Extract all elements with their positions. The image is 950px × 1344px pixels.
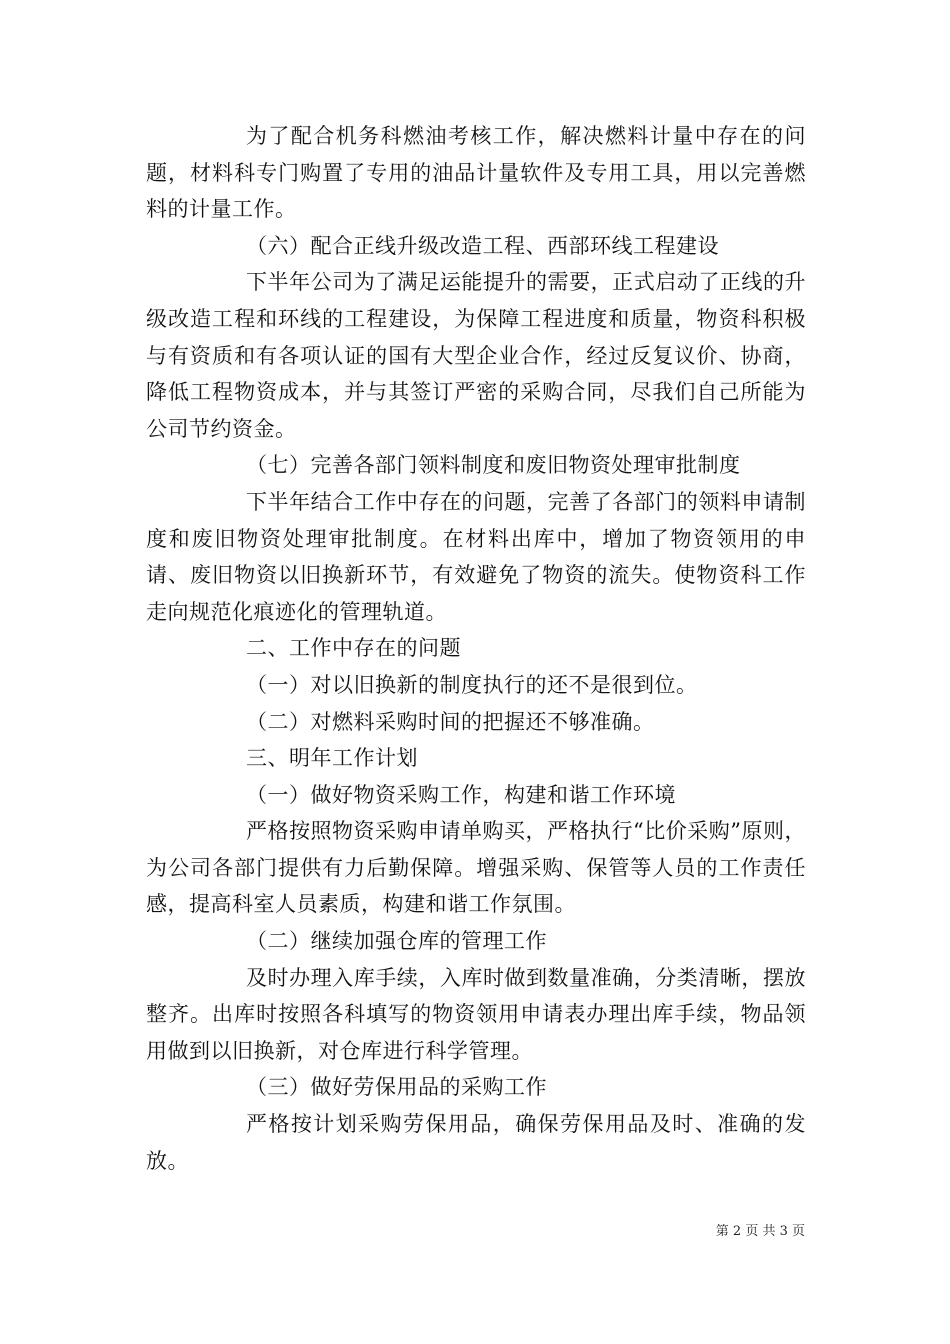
list-item: （二）对燃料采购时间的把握还不够准确。 xyxy=(246,709,655,734)
section-heading: （七）完善各部门领料制度和废旧物资处理审批制度 xyxy=(246,453,741,478)
section-heading: （二）继续加强仓库的管理工作 xyxy=(246,929,547,954)
list-item: （一）对以旧换新的制度执行的还不是很到位。 xyxy=(246,672,698,697)
page-number-footer: 第 2 页 共 3 页 xyxy=(715,1224,805,1239)
paragraph: 严格按照物资采购申请单购买，严格执行“比价采购”原则，为公司各部门提供有力后勤保障。增强采购、保管等人员的工作责任感，提高科室人员素质，构建和谐工作氛围。 xyxy=(146,819,806,917)
paragraph: 为了配合机务科燃油考核工作，解决燃料计量中存在的问题，材料科专门购置了专用的油品计量软件及专用工具，用以完善燃料的计量工作。 xyxy=(146,124,806,222)
section-heading: （一）做好物资采购工作，构建和谐工作环境 xyxy=(246,782,676,807)
section-heading: 二、工作中存在的问题 xyxy=(246,636,461,661)
document-body xyxy=(146,118,806,1179)
paragraph: 及时办理入库手续，入库时做到数量准确，分类清晰，摆放整齐。出库时按照各科填写的物资领用申请表办理出库手续，物品领用做到以旧换新，对仓库进行科学管理。 xyxy=(146,965,806,1063)
section-heading: 三、明年工作计划 xyxy=(246,746,418,771)
section-heading: （三）做好劳保用品的采购工作 xyxy=(246,1075,547,1100)
paragraph: 下半年公司为了满足运能提升的需要，正式启动了正线的升级改造工程和环线的工程建设，为保障工程进度和质量，物资科积极与有资质和有各项认证的国有大型企业合作，经过反复议价、协商，降低工程物资成本，并与其签订严密的采购合同，尽我们自己所能为公司节约资金。 xyxy=(146,270,806,441)
section-heading: （六）配合正线升级改造工程、西部环线工程建设 xyxy=(246,233,719,258)
paragraph: 下半年结合工作中存在的问题，完善了各部门的领料申请制度和废旧物资处理审批制度。在材料出库中，增加了物资领用的申请、废旧物资以旧换新环节，有效避免了物资的流失。使物资科工作走向规范化痕迹化的管理轨道。 xyxy=(146,489,806,624)
paragraph: 严格按计划采购劳保用品，确保劳保用品及时、准确的发放。 xyxy=(146,1112,806,1173)
